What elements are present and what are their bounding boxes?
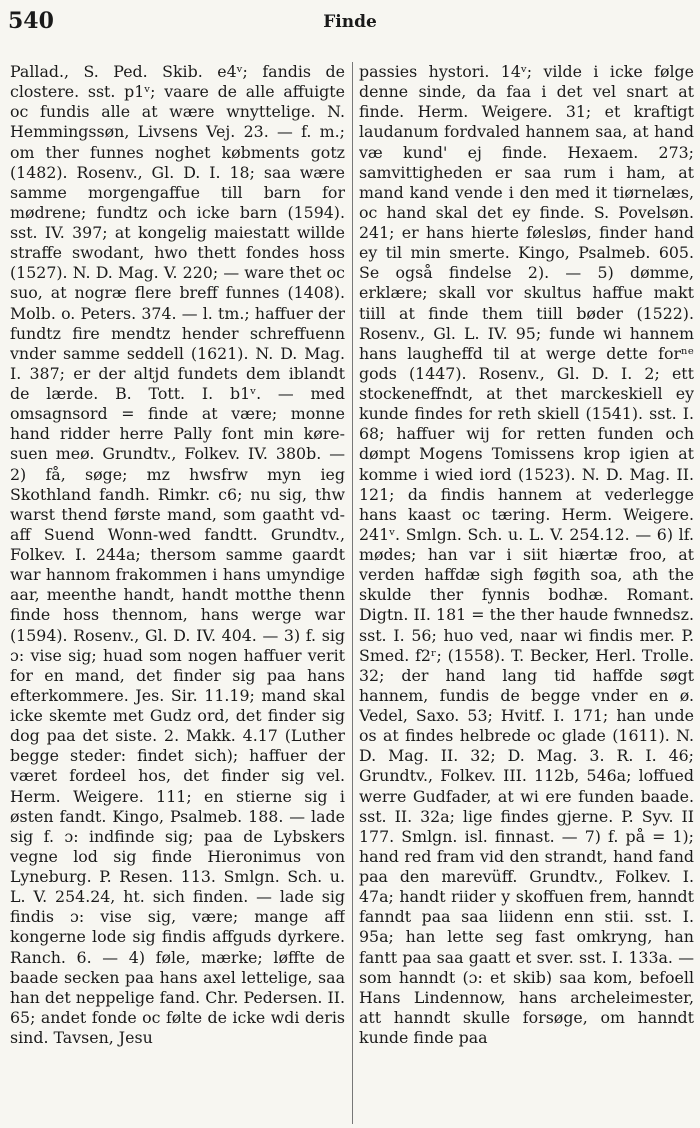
page-header [0, 0, 700, 46]
running-head: Finde [323, 12, 377, 32]
left-column: Pallad., S. Ped. Skib. e4ᵛ; fandis de clostere. sst. p1ᵛ; vaare de alle affuigte oc fundis alle at wære wnyttelige. N. Hemmingssøn, Livsens Vej. 23. — f. m.; om ther funnes noghet købments gotz (1482). Rosenv., Gl. D. I. 18; saa wære samme morgengaffue till barn for mødrene; fundtz och icke barn (1594). sst. IV. 397; at kongelig maiestatt willde straffe swodant, hwo thett fondes hoss (1527). N. D. Mag. V. 220; — ware thet oc suo, at nogræ flere breff funnes (1408). Molb. o. Peters. 374. — l. tm.; haffuer der fundtz fire mendtz hender schreffuenn vnder samme seddell (1621). N. D. Mag. I. 387; er der altjd fundets dem iblandt de lærde. B. Tott. I. b1ᵛ. — med omsagnsord = finde at være; monne hand ridder herre Pally font min køre-suen meø. Grundtv., Folkev. IV. 380b. — 2) få, søge; mz hwsfrw myn ieg Skothland fandh. Rimkr. c6; nu sig, thw warst thend første mand, som gaatht vd-aff Suend Wonn-wed fandtt. Grundtv., Folkev. I. 244a; thersom samme gaardt war hannom frakommen i hans umyndige aar, meenthe handt, handt motthe thenn finde hoss thennom, hans werge war (1594). Rosenv., Gl. D. IV. 404. — 3) f. sig ɔ: vise sig; huad som nogen haffuer verit for en mand, det finder sig paa hans efterkommere. Jes. Sir. 11.19; mand skal icke skemte met Gudz ord, det finder sig dog paa det siste. 2. Makk. 4.17 (Luther begge steder: findet sich); haffuer der været fordeel hos, det finder sig vel. Herm. Weigere. 111; en stierne sig i østen fandt. Kingo, Psalmeb. 188. — lade sig f. ɔ: indfinde sig; paa de Lybskers vegne lod sig finde Hieronimus von Lyneburg. P. Resen. 113. Smlgn. Sch. u. L. V. 254.24, ht. sich finden. — lade sig findis ɔ: vise sig, være; mange aff kongerne lode sig findis affguds dyrkere. Ranch. 6. — 4) føle, mærke; løffte de baade secken paa hans axel lettelige, saa han det neppelige fand. Chr. Pedersen. II. 65; andet fonde oc følte de icke wdi deris sind. Tavsen, Jesu [10, 62, 345, 1047]
right-column: passies hystori. 14ᵛ; vilde i icke følge denne sinde, da faa i det vel snart at finde. Herm. Weigere. 31; et kraftigt laudanum fordvaled hannem saa, at hand væ kund' ej finde. Hexaem. 273; samvittigheden er saa rum i ham, at mand kand vende i den med it tiørnelæs, oc hand skal det ey finde. S. Povelsøn. 241; er hans hierte følesløs, finder hand ey til min smerte. Kingo, Psalmeb. 605. Se også findelse 2). — 5) dømme, erklære; skall vor skultus haffue makt tiill at finde them tiill bøder (1522). Rosenv., Gl. L. IV. 95; funde wi hannem hans laugheffd til at werge dette forⁿᵉ gods (1447). Rosenv., Gl. D. I. 2; ett stockeneffndt, at thet marckeskiell ey kunde findes for reth skiell (1541). sst. I. 68; haffuer wij for retten funden och dømpt Mogens Tomissens krop igien at komme i wied iord (1523). N. D. Mag. II. 121; da findis hannem at vederlegge hans kaast oc tæring. Herm. Weigere. 241ᵛ. Smlgn. Sch. u. L. V. 254.12. — 6) lf. mødes; han var i siit hiærtæ froo, at verden haffdæ sigh føgith soa, ath the skulde ther fynnis bodhæ. Romant. Digtn. II. 181 = the ther haude fwnnedsz. sst. I. 56; huo ved, naar wi findis mer. P. Smed. f2ʳ; (1558). T. Becker, Herl. Trolle. 32; der hand lang tid haffde søgt hannem, fundis de begge vnder en ø. Vedel, Saxo. 53; Hvitf. I. 171; han unde os at findes helbrede oc glade (1611). N. D. Mag. II. 32; D. Mag. 3. R. I. 46; Grundtv., Folkev. III. 112b, 546a; loffued werre Gudfader, at wi ere funden baade. sst. II. 32a; lige findes gjerne. P. Syv. II 177. Smlgn. isl. finnast. — 7) f. på = 1); hand red fram vid den strandt, hand fand paa den marevüff. Grundtv., Folkev. I. 47a; handt riider y skoffuen frem, hanndt fanndt paa saa liidenn enn stii. sst. I. 95a; han lette seg fast omkryng, han fantt paa saa gaatt et sver. sst. I. 133a. — som hanndt (ɔ: et skib) saa kom, befoell Hans Lindennow, hans archeleimester, att hanndt skulle forsøge, om hanndt kunde finde paa [359, 62, 694, 1047]
column-divider [352, 62, 353, 1124]
text-columns [10, 62, 694, 1124]
page-number: 540 [8, 8, 54, 34]
